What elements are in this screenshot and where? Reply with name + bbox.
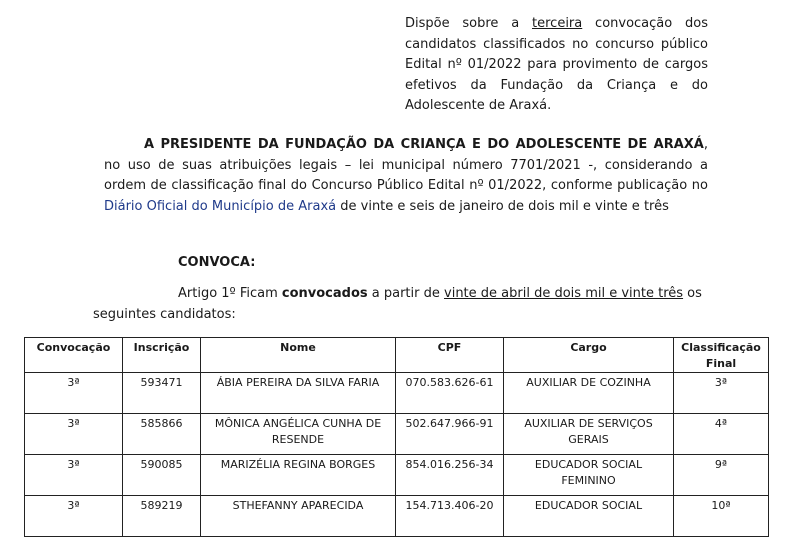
- cell-classificacao: 9ª: [674, 455, 769, 496]
- preamble-text-1: , no uso de suas atribuições legais – lei municipal número 7701/2021 -, considerando a ordem de classificação final do Concurso Público Edital nº 01/2022, conforme publicação no: [104, 137, 708, 193]
- cell-cargo: AUXILIAR DE SERVIÇOS GERAIS: [504, 414, 674, 455]
- cell-nome: STHEFANNY APARECIDA: [201, 496, 396, 537]
- artigo-bold: convocados: [281, 286, 368, 301]
- cell-convocacao: 3ª: [25, 455, 123, 496]
- cell-cpf: 070.583.626-61: [396, 373, 504, 414]
- artigo-part-2: a partir de: [367, 286, 445, 301]
- col-header-convocacao: Convocação: [25, 338, 123, 373]
- col-header-nome: Nome: [201, 338, 396, 373]
- cell-cpf: 154.713.406-20: [396, 496, 504, 537]
- artigo-date: vinte de abril de dois mil e vinte três: [444, 286, 684, 301]
- cell-nome: MÔNICA ANGÉLICA CUNHA DE RESENDE: [201, 414, 396, 455]
- cell-inscricao: 585866: [123, 414, 201, 455]
- col-header-cpf: CPF: [396, 338, 504, 373]
- artigo-paragraph: [93, 284, 708, 325]
- ementa-prefix: Dispõe sobre a: [405, 16, 533, 31]
- cell-nome: MARIZÉLIA REGINA BORGES: [201, 455, 396, 496]
- cell-cpf: 502.647.966-91: [396, 414, 504, 455]
- cell-nome: ÁBIA PEREIRA DA SILVA FARIA: [201, 373, 396, 414]
- col-header-cargo: Cargo: [504, 338, 674, 373]
- candidates-table: [24, 337, 769, 537]
- cell-convocacao: 3ª: [25, 414, 123, 455]
- col-header-inscricao: Inscrição: [123, 338, 201, 373]
- table-row: [25, 414, 769, 455]
- cell-convocacao: 3ª: [25, 496, 123, 537]
- ementa-highlight: terceira: [532, 16, 583, 31]
- diario-oficial-link: Diário Oficial do Município de Araxá: [104, 198, 337, 214]
- cell-inscricao: 590085: [123, 455, 201, 496]
- convoca-heading: CONVOCA:: [178, 255, 256, 270]
- cell-classificacao: 10ª: [674, 496, 769, 537]
- cell-cpf: 854.016.256-34: [396, 455, 504, 496]
- cell-cargo: EDUCADOR SOCIAL: [504, 496, 674, 537]
- preamble-text-2: de vinte e seis de janeiro de dois mil e vinte e três: [336, 198, 669, 214]
- cell-inscricao: 593471: [123, 373, 201, 414]
- table-header-row: [25, 338, 769, 373]
- table-row: [25, 373, 769, 414]
- table-row: [25, 455, 769, 496]
- artigo-part-3: os seguintes candidatos:: [93, 286, 702, 322]
- cell-classificacao: 3ª: [674, 373, 769, 414]
- cell-classificacao: 4ª: [674, 414, 769, 455]
- preamble-heading: A PRESIDENTE DA FUNDAÇÃO DA CRIANÇA E DO ADOLESCENTE DE ARAXÁ: [144, 137, 704, 152]
- ementa-suffix: convocação dos candidatos classificados no concurso público Edital nº 01/2022 para provimento de cargos efetivos da Fundação da Criança e do Adolescente de Araxá.: [405, 16, 708, 113]
- artigo-part-1: Artigo 1º Ficam: [178, 286, 282, 301]
- preamble-paragraph: [104, 135, 708, 217]
- col-header-classificacao: Classificação Final: [674, 338, 769, 373]
- table-row: [25, 496, 769, 537]
- ementa-paragraph: [405, 14, 708, 117]
- cell-inscricao: 589219: [123, 496, 201, 537]
- cell-cargo: EDUCADOR SOCIAL FEMININO: [504, 455, 674, 496]
- cell-cargo: AUXILIAR DE COZINHA: [504, 373, 674, 414]
- cell-convocacao: 3ª: [25, 373, 123, 414]
